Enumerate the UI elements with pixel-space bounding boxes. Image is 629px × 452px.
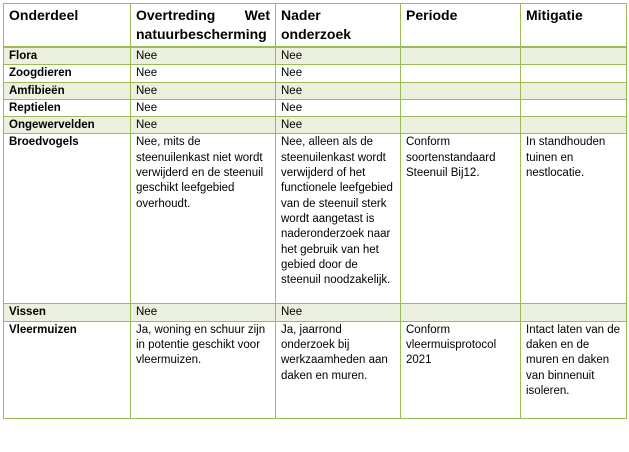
cell-mitigatie	[521, 99, 627, 116]
cell-onderdeel: Broedvogels	[4, 134, 131, 304]
cell-nader-onderzoek: Ja, jaarrond onderzoek bij werkzaamheden aan daken en muren.	[276, 321, 401, 418]
cell-overtreding: Nee	[131, 47, 276, 65]
header-line-2: onderzoek	[281, 26, 352, 42]
header-line-2: natuurbescherming	[136, 26, 267, 42]
cell-periode	[401, 47, 521, 65]
cell-periode	[401, 65, 521, 82]
cell-overtreding: Nee	[131, 117, 276, 134]
cell-mitigatie	[521, 47, 627, 65]
cell-overtreding: Nee	[131, 304, 276, 321]
header-onderdeel	[4, 4, 131, 48]
header-overtreding	[131, 4, 276, 48]
header-mitigatie	[521, 4, 627, 48]
header-nader-onderzoek	[276, 4, 401, 48]
cell-onderdeel: Reptielen	[4, 99, 131, 116]
cell-overtreding: Nee	[131, 65, 276, 82]
cell-onderdeel: Flora	[4, 47, 131, 65]
header-label-part: Overtreding	[136, 7, 216, 23]
table-row-flora	[4, 47, 627, 65]
cell-overtreding: Nee	[131, 82, 276, 99]
cell-onderdeel: Ongewervelden	[4, 117, 131, 134]
cell-periode	[401, 117, 521, 134]
cell-nader-onderzoek: Nee	[276, 117, 401, 134]
cell-mitigatie	[521, 304, 627, 321]
cell-nader-onderzoek: Nee	[276, 99, 401, 116]
cell-mitigatie	[521, 65, 627, 82]
cell-periode: Conform vleermuisprotocol 2021	[401, 321, 521, 418]
table-row-vissen	[4, 304, 627, 321]
cell-periode	[401, 99, 521, 116]
header-label-part: Wet	[244, 7, 270, 23]
cell-nader-onderzoek: Nee	[276, 304, 401, 321]
cell-mitigatie	[521, 117, 627, 134]
header-row	[4, 4, 627, 48]
cell-overtreding: Ja, woning en schuur zijn in potentie geschikt voor vleermuizen.	[131, 321, 276, 418]
cell-nader-onderzoek: Nee	[276, 47, 401, 65]
cell-mitigatie: In standhouden tuinen en nestlocatie.	[521, 134, 627, 304]
species-assessment-table	[3, 3, 627, 419]
cell-mitigatie	[521, 82, 627, 99]
table-row-ongewervelden	[4, 117, 627, 134]
cell-nader-onderzoek: Nee	[276, 82, 401, 99]
header-line-1	[136, 6, 270, 25]
header-label: Periode	[406, 7, 458, 23]
cell-onderdeel: Vleermuizen	[4, 321, 131, 418]
table-row-amfibieen	[4, 82, 627, 99]
cell-onderdeel: Vissen	[4, 304, 131, 321]
header-label: Onderdeel	[9, 7, 79, 23]
cell-periode	[401, 82, 521, 99]
table-row-broedvogels	[4, 134, 627, 304]
cell-periode	[401, 304, 521, 321]
cell-onderdeel: Zoogdieren	[4, 65, 131, 82]
cell-nader-onderzoek: Nee	[276, 65, 401, 82]
table-row-zoogdieren	[4, 65, 627, 82]
header-label: Mitigatie	[526, 7, 583, 23]
cell-overtreding: Nee, mits de steenuilenkast niet wordt verwijderd en de steenuil geschikt leefgebied overhoudt.	[131, 134, 276, 304]
cell-mitigatie: Intact laten van de daken en de muren en daken van binnenuit isoleren.	[521, 321, 627, 418]
header-periode	[401, 4, 521, 48]
cell-onderdeel: Amfibieën	[4, 82, 131, 99]
table-row-reptielen	[4, 99, 627, 116]
cell-nader-onderzoek: Nee, alleen als de steenuilenkast wordt verwijderd of het functionele leefgebied van de steenuil sterk wordt aangetast is naderonderzoek naar het gebruik van het gebied door de steenuil noodzakelijk.	[276, 134, 401, 304]
table-row-vleermuizen	[4, 321, 627, 418]
cell-periode: Conform soortenstandaard Steenuil Bij12.	[401, 134, 521, 304]
cell-overtreding: Nee	[131, 99, 276, 116]
header-line-1: Nader	[281, 7, 321, 23]
